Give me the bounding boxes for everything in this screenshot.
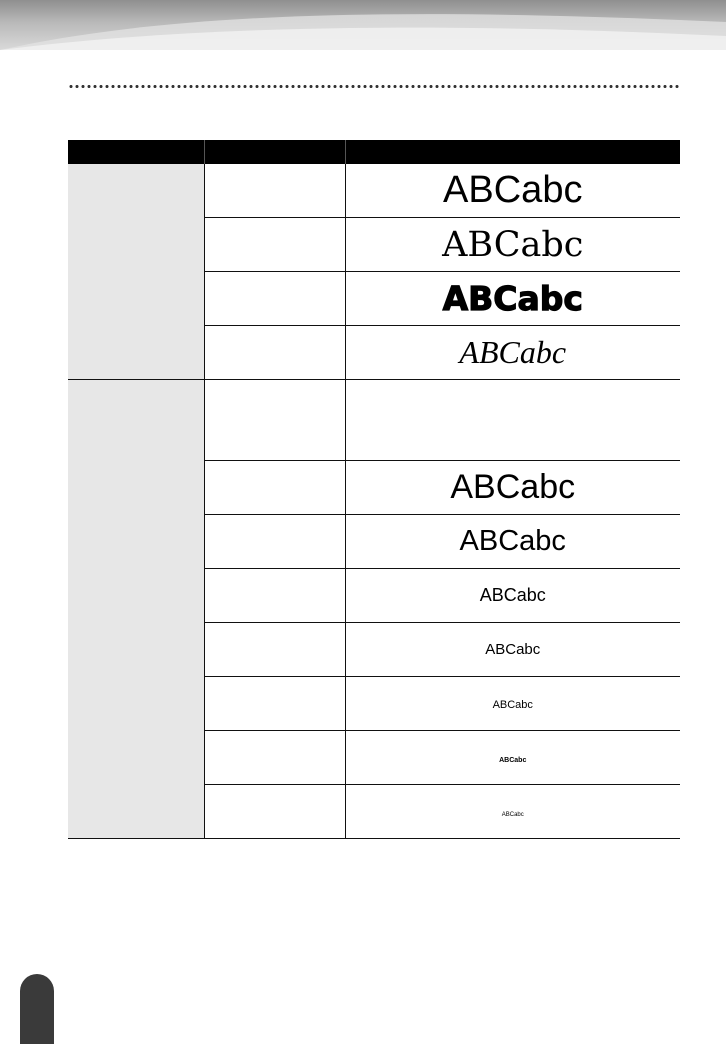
setting-cell: [204, 272, 345, 326]
sample-cell: [345, 677, 680, 731]
header-function: [68, 140, 204, 164]
sample-cell: [345, 731, 680, 785]
table-row: [68, 164, 680, 218]
sample-text: ABCabc: [450, 468, 576, 506]
sample-cell: [345, 380, 680, 461]
header-setting: [204, 140, 345, 164]
setting-cell: [204, 164, 345, 218]
sample-text: ABCabc: [442, 279, 583, 318]
table-header-row: [68, 140, 680, 164]
sample-text: ABCabc: [459, 334, 567, 370]
sample-cell: [345, 569, 680, 623]
setting-cell: [204, 461, 345, 515]
font-group-cell: [68, 164, 204, 380]
sample-text: ABCabc: [485, 640, 541, 658]
header-result: [345, 140, 680, 164]
sample-text: ABCabc: [459, 525, 566, 557]
setting-cell: [204, 785, 345, 839]
header-swoosh: [0, 0, 726, 50]
header-band: [0, 0, 726, 50]
setting-cell: [204, 623, 345, 677]
setting-cell: [204, 218, 345, 272]
setting-cell: [204, 326, 345, 380]
setting-cell: [204, 515, 345, 569]
page-tab: [20, 974, 54, 1044]
setting-cell: [204, 731, 345, 785]
sample-text: ABCabc: [443, 169, 583, 211]
setting-cell: [204, 380, 345, 461]
font-settings-table: [68, 140, 680, 839]
dotted-separator: [68, 84, 680, 89]
sample-text: ABCabc: [492, 698, 533, 711]
table-row: [68, 380, 680, 461]
sample-cell: [345, 326, 680, 380]
sample-text: ABCabc: [499, 756, 527, 764]
sample-cell: [345, 218, 680, 272]
setting-cell: [204, 569, 345, 623]
size-group-cell: [68, 380, 204, 839]
sample-text: ABCabc: [442, 224, 584, 265]
sample-cell: [345, 272, 680, 326]
setting-cell: [204, 677, 345, 731]
sample-cell: [345, 164, 680, 218]
sample-cell: [345, 623, 680, 677]
sample-cell: [345, 461, 680, 515]
sample-cell: [345, 515, 680, 569]
sample-text: ABCabc: [479, 585, 546, 605]
sample-cell: [345, 785, 680, 839]
sample-text: ABCabc: [501, 811, 524, 818]
